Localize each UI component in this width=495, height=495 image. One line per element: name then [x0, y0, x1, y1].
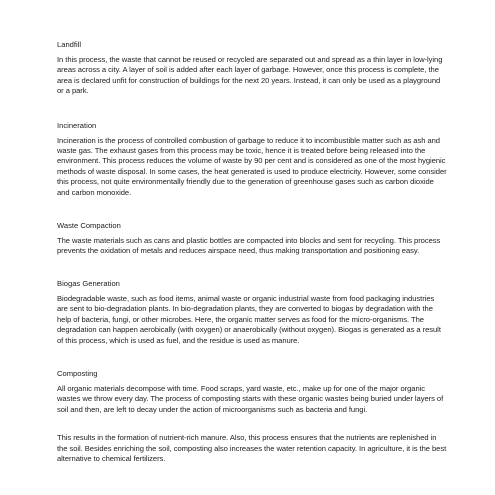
section-landfill: [57, 40, 447, 97]
document-page: [57, 40, 447, 464]
section-composting: [57, 369, 447, 415]
section-heading: Incineration: [57, 120, 97, 130]
section-closing: [57, 433, 447, 464]
section-paragraph: Incineration is the process of controlled combustion of garbage to reduce it to incombustible matter such as ash and waste gas. The exhaust gases from this process may be toxic, hence it is treated before being released into the environment. This process reduces the volume of waste by 90 per cent and is considered as one of the most hygienic methods of waste disposal. In some cases, the heat generated is used to produce electricity. However, some consider this process, not quite environmentally friendly due to the generation of greenhouse gases such as carbon dioxide and carbon monoxide.: [57, 135, 447, 197]
section-paragraph: The waste materials such as cans and plastic bottles are compacted into blocks and sent for recycling. This process prevents the oxidation of metals and reduces airspace need, thus making transportation and positioning easy.: [57, 236, 441, 256]
section-paragraph: All organic materials decompose with time. Food scraps, yard waste, etc., make up for one of the major organic wastes we throw every day. The process of composting starts with these organic wastes being buried under layers of soil and then, are left to decay under the action of microorganisms such as bacteria and fungi.: [57, 383, 444, 414]
section-heading: Landfill: [57, 40, 82, 49]
section-heading: Biogas Generation: [57, 278, 120, 288]
closing-paragraph: This results in the formation of nutrient-rich manure. Also, this process ensures that the nutrients are replenished in the soil. Besides enriching the soil, composting also increases the water retention capacity. In agriculture, it is the best alternative to chemical fertilizers.: [57, 433, 447, 463]
section-biogas-generation: [57, 279, 447, 346]
section-heading: Waste Compaction: [57, 221, 121, 231]
section-waste-compaction: [57, 221, 447, 257]
section-paragraph: In this process, the waste that cannot be reused or recycled are separated out and spread as a thin layer in low-lying areas across a city. A layer of soil is added after each layer of garbage. However, once this process is complete, the area is declared unfit for construction of buildings for the next 20 years. Instead, it can only be used as a playground or a park.: [57, 55, 443, 96]
section-paragraph: Biodegradable waste, such as food items, animal waste or organic industrial waste from food packaging industries are sent to bio-degradation plants. In bio-degradation plants, they are converted to biogas by degradation with the help of bacteria, fungi, or other microbes. Here, the organic matter serves as food for the micro-organisms. The degradation can happen aerobically (with oxygen) or anaerobically (without oxygen). Biogas is generated as a result of this process, which is used as fuel, and the residue is used as manure.: [57, 293, 441, 345]
section-incineration: [57, 121, 447, 198]
section-heading: Composting: [57, 368, 98, 378]
